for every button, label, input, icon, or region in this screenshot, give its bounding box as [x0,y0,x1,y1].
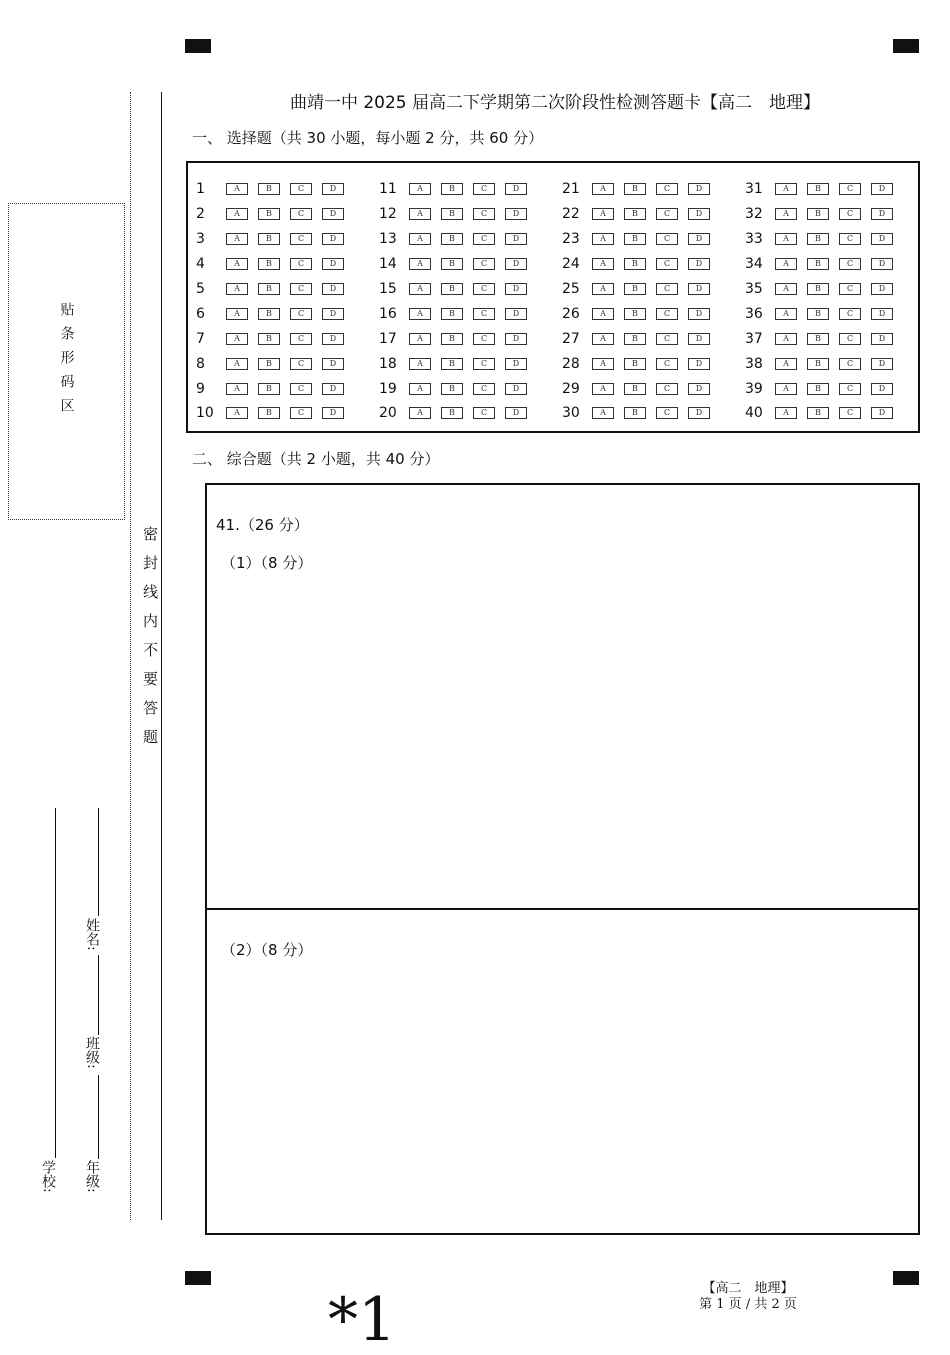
choice-row-15 [379,277,537,302]
option-bubble-c[interactable]: C [290,208,312,220]
choice-row-19 [379,376,537,401]
option-bubble-b[interactable]: B [258,358,280,370]
option-bubble-c[interactable]: C [290,358,312,370]
option-bubble-d[interactable]: D [871,208,893,220]
option-bubble-d[interactable]: D [505,407,527,419]
option-bubble-d[interactable]: D [871,308,893,320]
option-bubble-b[interactable]: B [258,407,280,419]
question-number: 28 [562,355,580,372]
option-bubble-b[interactable]: B [258,233,280,245]
option-bubble-a[interactable]: A [775,233,797,245]
option-bubble-b[interactable]: B [441,407,463,419]
option-bubble-a[interactable]: A [226,283,248,295]
option-bubble-a[interactable]: A [226,208,248,220]
option-bubble-d[interactable]: D [871,358,893,370]
option-bubble-a[interactable]: A [592,258,614,270]
option-bubble-d[interactable]: D [871,407,893,419]
option-bubble-c[interactable]: C [290,233,312,245]
option-bubble-d[interactable]: D [322,183,344,195]
option-bubble-b[interactable]: B [807,183,829,195]
registration-mark-bottom-left [185,1271,211,1285]
option-bubble-c[interactable]: C [473,407,495,419]
question-number: 17 [379,330,397,347]
option-bubble-d[interactable]: D [322,283,344,295]
question-number: 18 [379,355,397,372]
question-41-part1-label: （1）（8 分） [221,554,313,572]
question-number: 8 [196,355,205,372]
option-bubble-a[interactable]: A [592,407,614,419]
option-bubble-c[interactable]: C [839,308,861,320]
option-bubble-d[interactable]: D [322,333,344,345]
choice-row-5 [196,277,354,302]
option-bubble-c[interactable]: C [839,208,861,220]
choice-column [379,177,537,426]
option-bubble-c[interactable]: C [290,283,312,295]
option-bubble-a[interactable]: A [409,283,431,295]
name-field-line[interactable] [98,808,99,916]
option-bubble-d[interactable]: D [505,358,527,370]
question-number: 39 [745,380,763,397]
question-number: 31 [745,181,763,198]
option-bubble-c[interactable]: C [839,183,861,195]
choice-answer-grid [186,161,920,433]
barcode-area [8,203,125,520]
option-bubble-c[interactable]: C [290,183,312,195]
option-bubble-a[interactable]: A [226,383,248,395]
seal-line [161,92,162,1220]
choice-row-27 [562,326,720,351]
question-number: 3 [196,231,205,248]
question-number: 7 [196,330,205,347]
option-bubble-c[interactable]: C [656,183,678,195]
choice-row-3 [196,227,354,252]
option-bubble-c[interactable]: C [473,208,495,220]
option-bubble-b[interactable]: B [258,283,280,295]
option-bubble-b[interactable]: B [807,283,829,295]
choice-row-1 [196,177,354,202]
choice-row-18 [379,351,537,376]
option-bubble-d[interactable]: D [505,208,527,220]
option-bubble-a[interactable]: A [409,383,431,395]
option-bubble-a[interactable]: A [226,258,248,270]
question-number: 9 [196,380,205,397]
option-bubble-c[interactable]: C [656,358,678,370]
option-bubble-c[interactable]: C [473,233,495,245]
question-number: 10 [196,405,214,422]
option-bubble-d[interactable]: D [505,308,527,320]
option-bubble-d[interactable]: D [871,183,893,195]
option-bubble-c[interactable]: C [839,258,861,270]
option-bubble-b[interactable]: B [807,358,829,370]
option-bubble-b[interactable]: B [441,233,463,245]
option-bubble-a[interactable]: A [226,233,248,245]
class-field-line[interactable] [98,955,99,1035]
class-field-label: 班级: [84,1036,100,1069]
option-bubble-a[interactable]: A [592,183,614,195]
choice-row-26 [562,301,720,326]
option-bubble-a[interactable]: A [409,358,431,370]
option-bubble-c[interactable]: C [656,283,678,295]
question-number: 25 [562,281,580,297]
option-bubble-b[interactable]: B [624,233,646,245]
option-bubble-d[interactable]: D [871,233,893,245]
option-bubble-c[interactable]: C [473,383,495,395]
option-bubble-a[interactable]: A [592,308,614,320]
option-bubble-a[interactable]: A [409,308,431,320]
choice-row-4 [196,252,354,277]
choice-row-34 [745,252,903,277]
option-bubble-b[interactable]: B [624,208,646,220]
option-bubble-d[interactable]: D [871,333,893,345]
question-number: 24 [562,256,580,273]
page-marker: *1 [328,1285,397,1355]
choice-row-37 [745,326,903,351]
choice-row-6 [196,301,354,326]
option-bubble-b[interactable]: B [807,258,829,270]
choice-row-11 [379,177,537,202]
registration-mark-top-right [893,39,919,53]
option-bubble-a[interactable]: A [775,308,797,320]
option-bubble-b[interactable]: B [624,258,646,270]
question-number: 15 [379,281,397,297]
option-bubble-b[interactable]: B [624,183,646,195]
option-bubble-d[interactable]: D [322,233,344,245]
option-bubble-b[interactable]: B [807,308,829,320]
option-bubble-d[interactable]: D [505,233,527,245]
option-bubble-d[interactable]: D [505,333,527,345]
question-number: 21 [562,181,580,198]
answer-area-divider [207,908,918,910]
option-bubble-c[interactable]: C [839,283,861,295]
question-number: 30 [562,405,580,422]
question-number: 2 [196,206,205,223]
option-bubble-b[interactable]: B [441,283,463,295]
option-bubble-b[interactable]: B [441,333,463,345]
question-number: 6 [196,305,205,322]
option-bubble-c[interactable]: C [473,333,495,345]
option-bubble-b[interactable]: B [624,407,646,419]
option-bubble-a[interactable]: A [775,358,797,370]
question-number: 27 [562,330,580,347]
choice-row-29 [562,376,720,401]
choice-row-28 [562,351,720,376]
section-comprehensive-heading: 二、 综合题（共 2 小题，共 40 分） [192,450,440,468]
option-bubble-b[interactable]: B [441,308,463,320]
option-bubble-d[interactable]: D [505,183,527,195]
option-bubble-b[interactable]: B [624,383,646,395]
option-bubble-b[interactable]: B [624,283,646,295]
option-bubble-a[interactable]: A [775,383,797,395]
option-bubble-a[interactable]: A [775,283,797,295]
option-bubble-d[interactable]: D [688,308,710,320]
question-number: 13 [379,231,397,248]
option-bubble-b[interactable]: B [624,333,646,345]
option-bubble-d[interactable]: D [322,358,344,370]
option-bubble-d[interactable]: D [688,283,710,295]
option-bubble-d[interactable]: D [322,308,344,320]
choice-row-35 [745,277,903,302]
option-bubble-d[interactable]: D [688,383,710,395]
option-bubble-a[interactable]: A [409,333,431,345]
option-bubble-c[interactable]: C [839,407,861,419]
option-bubble-b[interactable]: B [807,383,829,395]
choice-row-16 [379,301,537,326]
option-bubble-a[interactable]: A [592,358,614,370]
option-bubble-b[interactable]: B [807,333,829,345]
footer-info [648,1281,848,1313]
name-field-label: 姓名: [84,918,100,951]
choice-row-17 [379,326,537,351]
question-number: 16 [379,305,397,322]
option-bubble-c[interactable]: C [473,183,495,195]
question-number: 34 [745,256,763,273]
option-bubble-d[interactable]: D [688,358,710,370]
grade-field-line[interactable] [98,1075,99,1159]
option-bubble-b[interactable]: B [807,208,829,220]
option-bubble-c[interactable]: C [656,333,678,345]
choice-row-8 [196,351,354,376]
question-number: 23 [562,231,580,248]
question-number: 33 [745,231,763,248]
choice-row-25 [562,277,720,302]
option-bubble-c[interactable]: C [656,308,678,320]
question-number: 36 [745,305,763,322]
choice-row-33 [745,227,903,252]
option-bubble-d[interactable]: D [688,333,710,345]
option-bubble-b[interactable]: B [441,358,463,370]
option-bubble-d[interactable]: D [871,283,893,295]
choice-row-2 [196,202,354,227]
question-number: 20 [379,405,397,422]
option-bubble-b[interactable]: B [807,233,829,245]
question-number: 35 [745,281,763,297]
school-field-label: 学校: [40,1160,56,1193]
barcode-area-label: 贴条形码区 [58,301,75,422]
option-bubble-a[interactable]: A [409,208,431,220]
choice-row-9 [196,376,354,401]
question-number: 5 [196,281,205,297]
option-bubble-a[interactable]: A [775,183,797,195]
choice-column [562,177,720,426]
registration-mark-bottom-right [893,1271,919,1285]
question-number: 11 [379,181,397,198]
choice-row-36 [745,301,903,326]
option-bubble-b[interactable]: B [258,383,280,395]
choice-row-10 [196,401,354,426]
choice-row-30 [562,401,720,426]
footer-page-number: 第 1 页 / 共 2 页 [699,1297,797,1312]
option-bubble-c[interactable]: C [290,308,312,320]
option-bubble-b[interactable]: B [441,383,463,395]
option-bubble-a[interactable]: A [226,183,248,195]
option-bubble-d[interactable]: D [871,258,893,270]
choice-column [196,177,354,426]
option-bubble-a[interactable]: A [775,407,797,419]
option-bubble-c[interactable]: C [839,233,861,245]
option-bubble-a[interactable]: A [409,258,431,270]
question-number: 14 [379,256,397,273]
option-bubble-b[interactable]: B [807,407,829,419]
choice-row-12 [379,202,537,227]
choice-row-23 [562,227,720,252]
choice-row-39 [745,376,903,401]
question-number: 26 [562,305,580,322]
choice-row-32 [745,202,903,227]
option-bubble-a[interactable]: A [592,233,614,245]
option-bubble-d[interactable]: D [688,183,710,195]
option-bubble-c[interactable]: C [839,383,861,395]
question-number: 37 [745,330,763,347]
option-bubble-d[interactable]: D [322,258,344,270]
option-bubble-d[interactable]: D [688,233,710,245]
option-bubble-c[interactable]: C [473,258,495,270]
option-bubble-d[interactable]: D [322,407,344,419]
option-bubble-c[interactable]: C [473,358,495,370]
choice-row-22 [562,202,720,227]
option-bubble-c[interactable]: C [473,308,495,320]
option-bubble-c[interactable]: C [656,383,678,395]
question-number: 40 [745,405,763,422]
option-bubble-c[interactable]: C [290,333,312,345]
option-bubble-d[interactable]: D [505,283,527,295]
choice-row-7 [196,326,354,351]
option-bubble-b[interactable]: B [624,358,646,370]
option-bubble-a[interactable]: A [226,333,248,345]
option-bubble-a[interactable]: A [409,407,431,419]
seal-line-notice: 密封线内不要答题 [141,526,159,758]
option-bubble-a[interactable]: A [592,333,614,345]
option-bubble-c[interactable]: C [839,358,861,370]
option-bubble-a[interactable]: A [226,407,248,419]
choice-row-38 [745,351,903,376]
question-number: 19 [379,380,397,397]
option-bubble-d[interactable]: D [505,258,527,270]
section-choice-heading: 一、 选择题（共 30 小题，每小题 2 分，共 60 分） [192,129,544,147]
option-bubble-a[interactable]: A [775,208,797,220]
option-bubble-b[interactable]: B [258,308,280,320]
dotted-cut-line [130,92,131,1220]
option-bubble-b[interactable]: B [258,183,280,195]
option-bubble-c[interactable]: C [290,407,312,419]
option-bubble-a[interactable]: A [775,258,797,270]
choice-row-24 [562,252,720,277]
option-bubble-c[interactable]: C [656,233,678,245]
question-number: 4 [196,256,205,273]
option-bubble-a[interactable]: A [775,333,797,345]
choice-row-13 [379,227,537,252]
option-bubble-a[interactable]: A [226,308,248,320]
option-bubble-b[interactable]: B [624,308,646,320]
option-bubble-c[interactable]: C [656,407,678,419]
question-number: 32 [745,206,763,223]
registration-mark-top-left [185,39,211,53]
option-bubble-a[interactable]: A [592,383,614,395]
option-bubble-d[interactable]: D [688,208,710,220]
footer-subject: 【高二 地理】 [702,1281,794,1296]
option-bubble-c[interactable]: C [839,333,861,345]
option-bubble-b[interactable]: B [441,208,463,220]
choice-row-31 [745,177,903,202]
option-bubble-a[interactable]: A [592,208,614,220]
option-bubble-b[interactable]: B [441,183,463,195]
option-bubble-b[interactable]: B [258,258,280,270]
school-field-line[interactable] [55,808,56,1158]
answer-area [205,483,920,1235]
page-title: 曲靖一中 2025 届高二下学期第二次阶段性检测答题卡【高二 地理】 [289,93,821,113]
question-number: 1 [196,181,205,198]
choice-row-21 [562,177,720,202]
option-bubble-a[interactable]: A [409,233,431,245]
choice-row-14 [379,252,537,277]
option-bubble-c[interactable]: C [473,283,495,295]
option-bubble-d[interactable]: D [688,407,710,419]
choice-column [745,177,903,426]
question-41-part2-label: （2）（8 分） [221,941,313,959]
option-bubble-b[interactable]: B [441,258,463,270]
option-bubble-c[interactable]: C [290,258,312,270]
choice-row-20 [379,401,537,426]
option-bubble-d[interactable]: D [688,258,710,270]
question-number: 29 [562,380,580,397]
question-number: 38 [745,355,763,372]
option-bubble-b[interactable]: B [258,208,280,220]
question-41-label: 41.（26 分） [216,516,309,534]
option-bubble-c[interactable]: C [656,258,678,270]
grade-field-label: 年级: [84,1160,100,1193]
option-bubble-d[interactable]: D [322,383,344,395]
question-number: 22 [562,206,580,223]
choice-row-40 [745,401,903,426]
option-bubble-b[interactable]: B [258,333,280,345]
option-bubble-d[interactable]: D [505,383,527,395]
option-bubble-a[interactable]: A [409,183,431,195]
option-bubble-c[interactable]: C [290,383,312,395]
option-bubble-a[interactable]: A [592,283,614,295]
option-bubble-a[interactable]: A [226,358,248,370]
option-bubble-d[interactable]: D [322,208,344,220]
question-number: 12 [379,206,397,223]
option-bubble-d[interactable]: D [871,383,893,395]
option-bubble-c[interactable]: C [656,208,678,220]
